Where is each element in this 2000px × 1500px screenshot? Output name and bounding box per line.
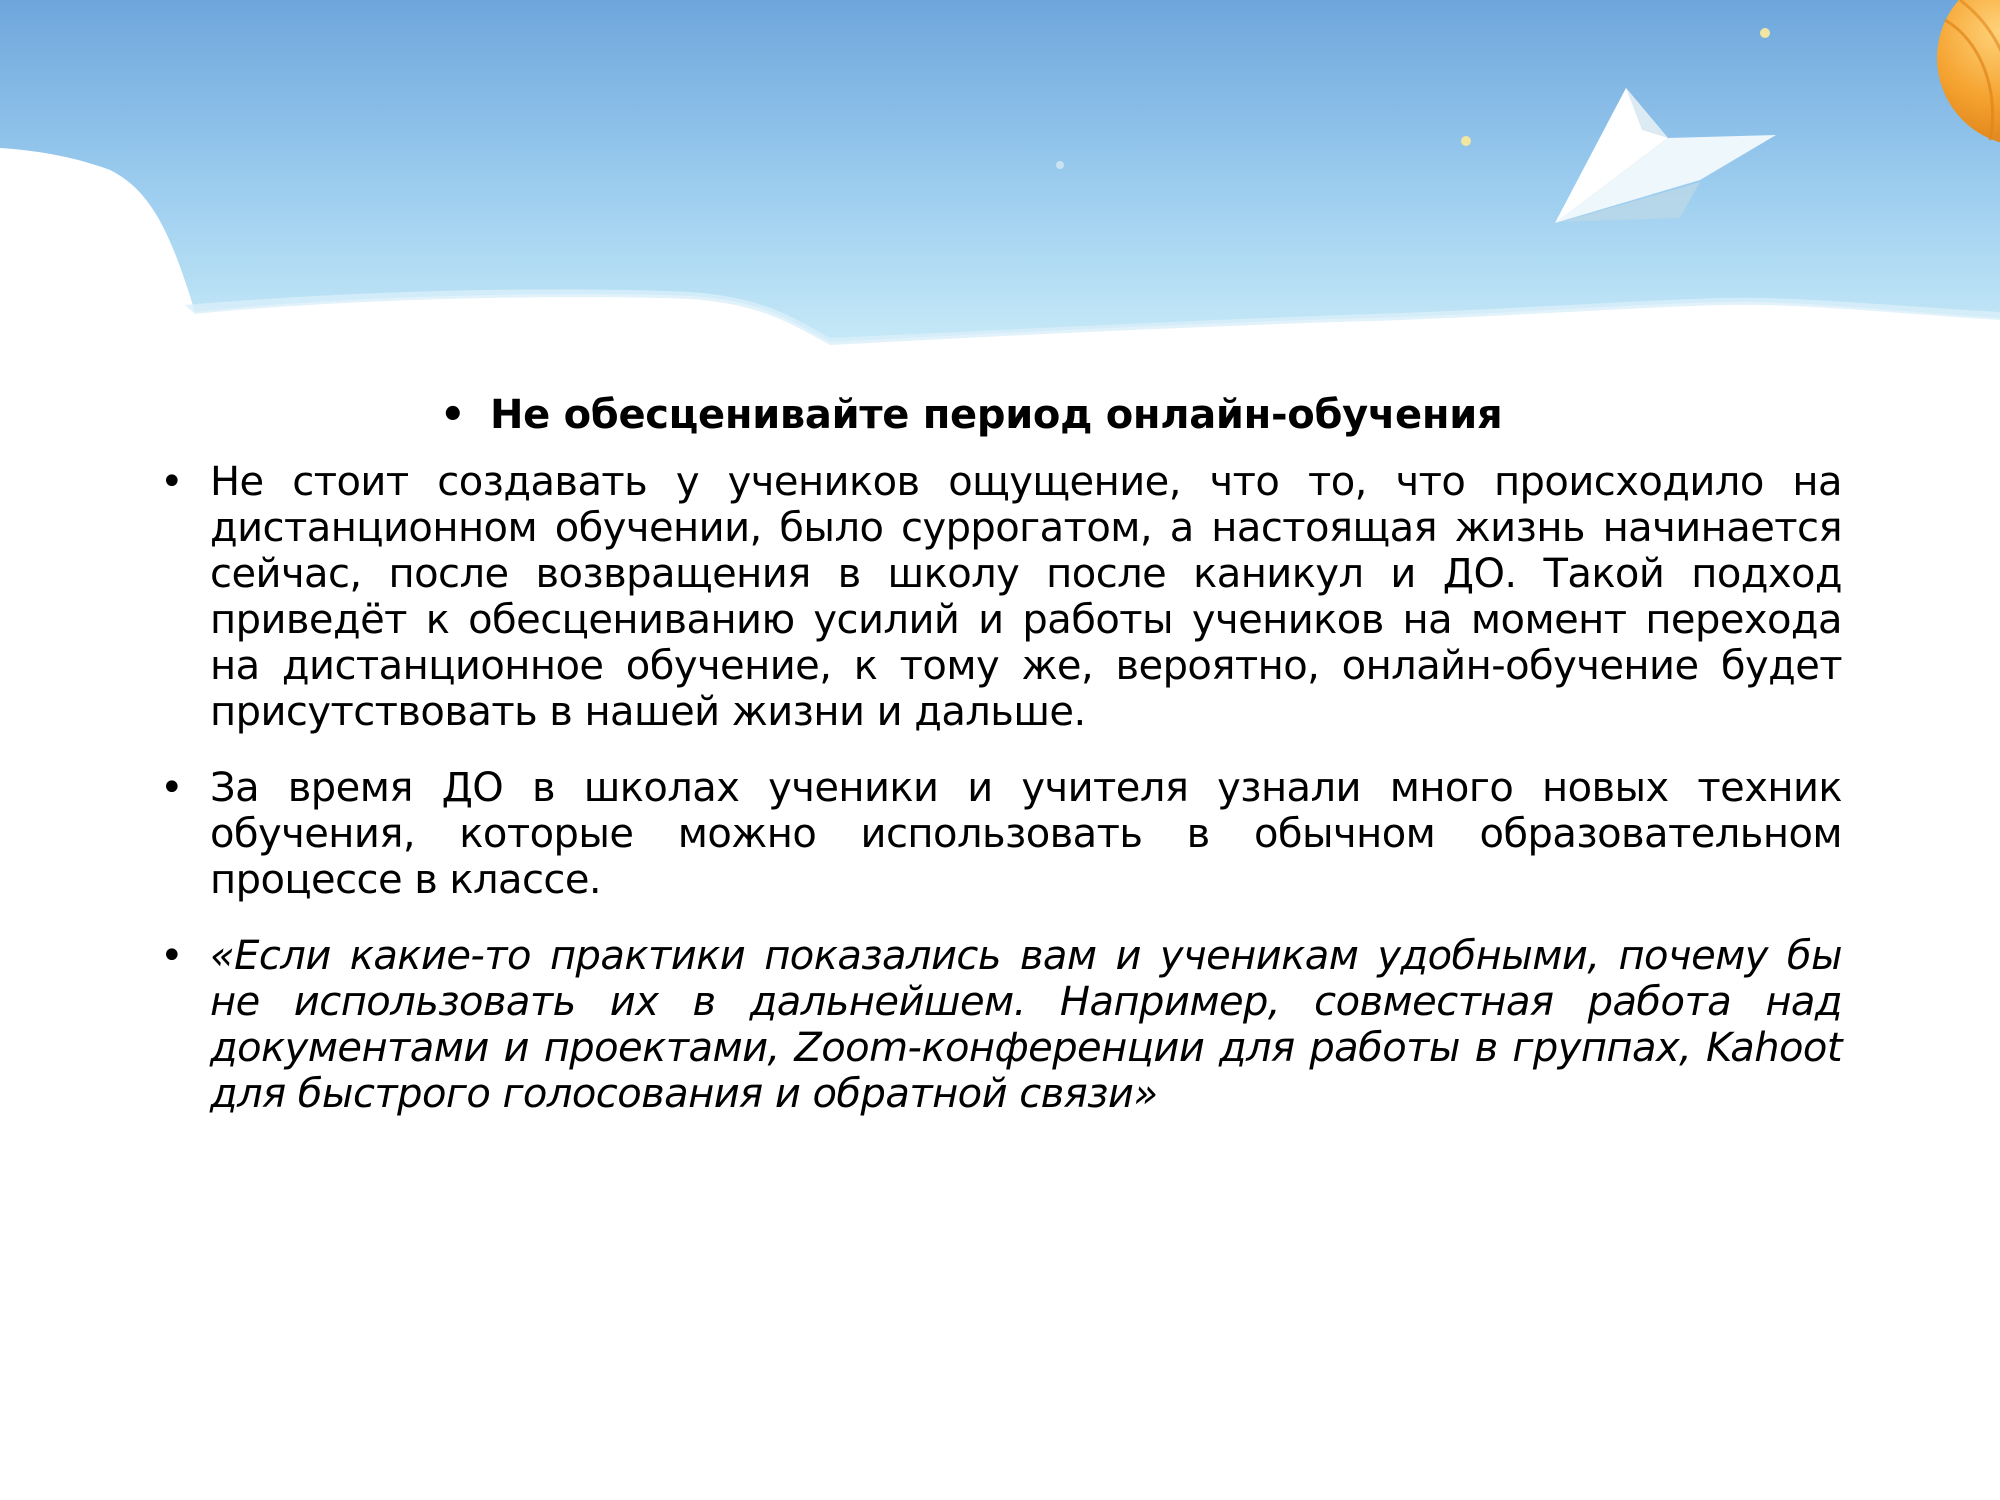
bullet-item — [0, 765, 2000, 903]
bullet-dot: • — [160, 459, 184, 505]
slide-content — [0, 385, 2000, 1147]
bullet-dot: • — [160, 765, 184, 811]
slide-heading — [0, 385, 2000, 445]
bullet-list — [0, 459, 2000, 1117]
heading-bullet: • — [440, 392, 466, 438]
sky-header-illustration — [0, 0, 2000, 345]
bullet-text: Не стоит создавать у учеников ощущение, что то, что происходило на дистанционном обучении, было суррогатом, а настоящая жизнь начинается сейчас, после возвращения в школу после каникул и ДО. Такой подход приведёт к обесцениванию усилий и работы учеников на момент перехода на дистанционное обучение, к тому же, вероятно, онлайн-обучение будет присутствовать в нашей жизни и дальше. — [210, 459, 1842, 735]
bullet-text: За время ДО в школах ученики и учителя узнали много новых техник обучения, которые можно использовать в обычном образовательном процессе в классе. — [210, 765, 1842, 903]
bullet-item — [0, 459, 2000, 735]
bullet-item — [0, 933, 2000, 1117]
quote-text: «Если какие-то практики показались вам и ученикам удобными, почему бы не использовать их в дальнейшем. Например, совместная работа над документами и проектами, Zoom-конференции для работы в группах, Kahoot для быстрого голосования и обратной связи» — [210, 933, 1842, 1117]
bullet-dot: • — [160, 933, 184, 979]
heading-text: Не обесценивайте период онлайн-обучения — [490, 392, 1503, 438]
